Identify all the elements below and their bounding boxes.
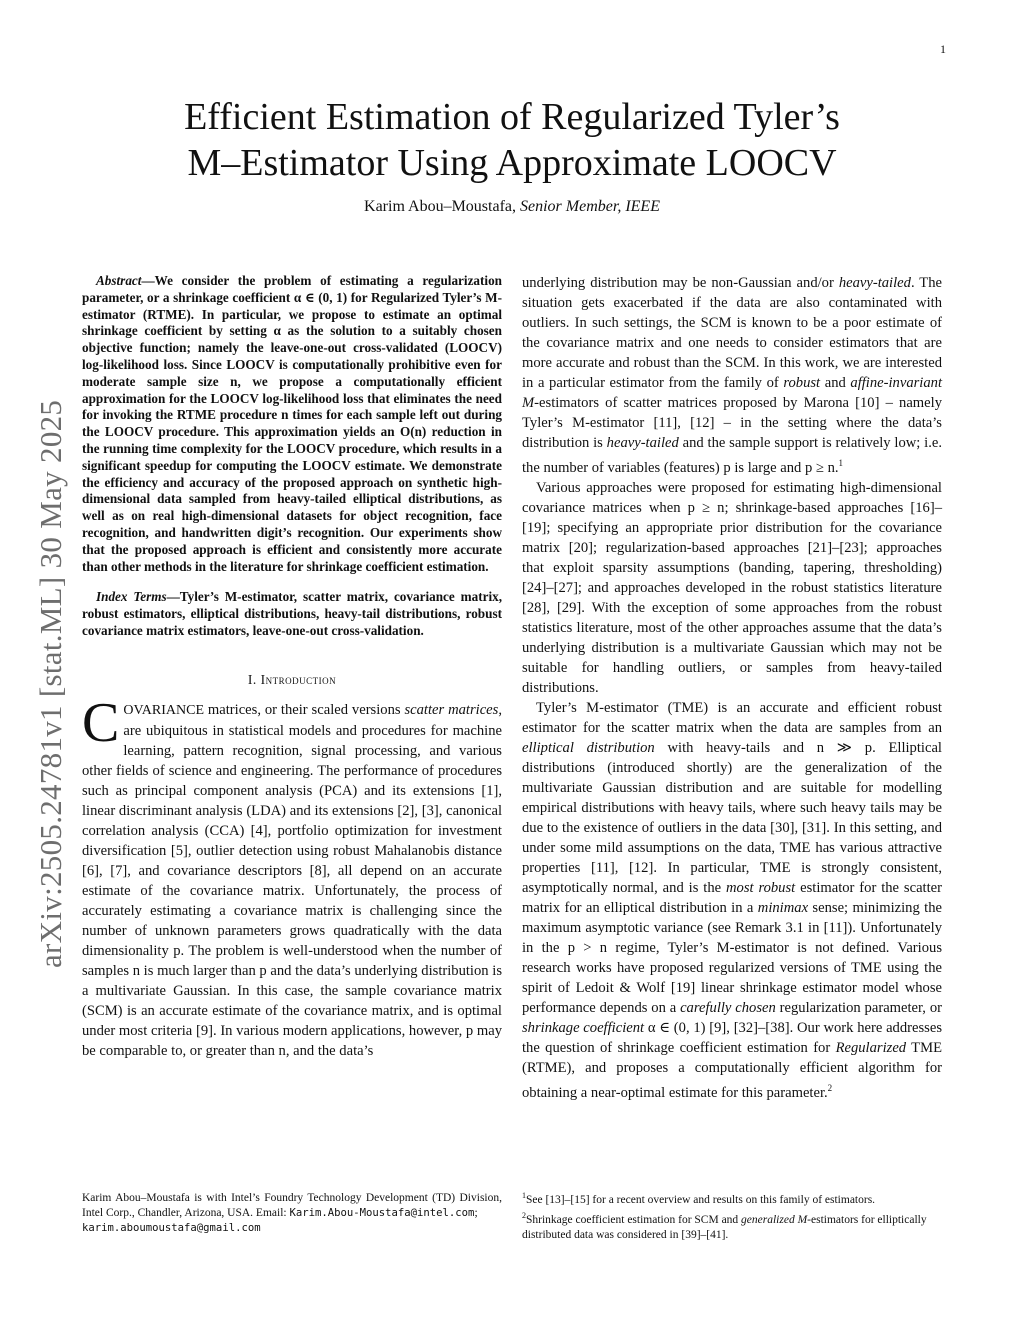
rc-emphasis: minimax [757,899,809,916]
rc-text: and [820,375,851,391]
title-line-1: Efficient Estimation of Regularized Tyler’s [184,96,840,138]
footnote-1 [522,1188,942,1208]
intro-emphasis: scatter matrices [404,701,499,718]
title-line-2: M–Estimator Using Approximate LOOCV [187,142,837,184]
rc-emphasis: heavy-tailed [838,275,911,291]
footnote-ref-2[interactable]: 2 [827,1082,833,1093]
rc-text: regularization parameter, or [775,999,942,1016]
rc-text: . The situation gets exacerbated if the data are also contaminated with outliers. In such settings, the SCM is known to be a poor estimate of the covariance matrix and one needs to consider estimators that are more accurate and robust than the SCM. In this work, we are interested in a particular estimator from the family of [522,275,942,391]
index-terms-lead: Index Terms [96,589,167,605]
footnotes [522,1188,942,1243]
rc-text: TME (RTME), and proposes a computationally efficient algorithm for obtaining a near-optimal estimate for this parameter. [522,1039,942,1101]
left-column [82,273,502,1061]
footnote-text: Shrinkage coefficient estimation for SCM and [526,1213,742,1226]
rc-emphasis: carefully chosen [680,999,776,1016]
author-membership: Senior Member, IEEE [520,198,660,215]
arxiv-stamp[interactable]: arXiv:2505.24781v1 [stat.ML] 30 May 2025 [33,399,68,968]
intro-text-a: matrices, or their scaled versions [204,701,405,718]
index-terms [82,589,502,639]
footnote-ref-1[interactable]: 1 [838,458,844,468]
rc-text: and the sample support is relatively low; i.e. the number of variables (features) p is large and p ≥ n. [522,435,942,476]
email-link-intel[interactable]: Karim.Abou-Moustafa@intel.com [289,1207,475,1219]
footnote-emphasis: generalized M [741,1213,808,1226]
rc-text: underlying distribution may be non-Gaussian and/or [522,275,839,291]
right-paragraph-3 [522,698,942,1103]
intro-opening-word: OVARIANCE [123,702,204,718]
page-number: 1 [940,42,946,56]
intro-text-c: , are ubiquitous in statistical models and procedures for machine learning, pattern recognition, signal processing, and various other fields of science and engineering. The performance of procedures such as principal component analysis (PCA) and its extensions [1], linear discriminant analysis (LDA) and its extensions [2], [3], canonical correlation analysis (CCA) [4], portfolio optimization for investment diversification [5], outlier detection using robust Mahalanobis distance [6], [7], and covariance descriptors [8], all depend on an accurate estimate of the covariance matrix. Unfortunately, the process of accurately estimating a covariance matrix is challenging since the number of unknown parameters grows quadratically with the data dimensionality p. The problem is well-understood when the number of samples n is much larger than p and the data’s underlying distribution is a multivariate Gaussian. In this case, the sample covariance matrix (SCM) is an accurate estimate of the covariance matrix, and is optimal under most criteria [9]. In various modern applications, however, p may be comparable to, or greater than n, and the data’s [82,701,502,1059]
rc-emphasis: Regularized [835,1039,907,1056]
email-link-gmail[interactable]: karim.aboumoustafa@gmail.com [82,1222,261,1234]
drop-cap: C [82,691,120,754]
section-heading-introduction [82,670,502,690]
rc-emphasis: shrinkage coefficient [522,1019,645,1036]
rc-text: estimator for the scatter matrix for an elliptical distribution in a [522,879,943,916]
email-separator: ; [474,1207,478,1219]
right-column [522,273,942,1103]
rc-text: α ∈ (0, 1) [9], [32]–[38]. Our work here addresses the question of shrinkage coefficient estimation for [522,1019,943,1056]
index-terms-text: —Tyler’s M-estimator, scatter matrix, covariance matrix, robust estimators, elliptical distributions, heavy-tail distributions, robust covariance matrix estimators, leave-one-out cross-validation. [82,589,502,638]
right-paragraph-1 [522,273,942,478]
rc-emphasis: elliptical distribution [522,739,655,756]
rc-text: -estimators of scatter matrices proposed by Marona [10] – namely Tyler’s M-estimator [11], [12] – in the setting where the data’s distribution is [522,395,942,451]
rc-emphasis: affine-invariant M [522,375,942,411]
abstract-text: —We consider the problem of estimating a regularization parameter, or a shrinkage coefficient α ∈ (0, 1) for Regularized Tyler’s M-estimator (RTME). In particular, we propose to estimate an optimal shrinkage coefficient by setting α as the solution to a suitably chosen objective function; namely the leave-one-out cross-validated (LOOCV) log-likelihood loss. Since LOOCV is computationally prohibitive even for moderate sample size n, we propose a computationally efficient approximation for the LOOCV log-likelihood loss that eliminates the need for invoking the RTME procedure n times for each sample left out during the LOOCV procedure. This approximation yields an O(n) reduction in the running time complexity for the LOOCV procedure, which results in a significant speedup for computing the LOOCV estimate. We demonstrate the efficiency and accuracy of the proposed approach on synthetic high-dimensional data sampled from heavy-tailed elliptical distributions, as well as on real high-dimensional datasets for object recognition, face recognition, and handwritten digit’s recognition. Our experiments show that the proposed approach is efficient and consistently more accurate than other methods in the literature for shrinkage coefficient estimation. [82,273,502,574]
author-line [0,198,1024,216]
rc-text: Tyler’s M-estimator (TME) is an accurate and efficient robust estimator for the scatter matrix when the data are samples from an [522,699,942,736]
footnote-text: See [13]–[15] for a recent overview and results on this family of estimators. [526,1193,876,1206]
author-affiliation-footnote [82,1191,502,1236]
intro-paragraph [82,691,502,1061]
footnote-mark: 2 [522,1210,526,1220]
author-name: Karim Abou–Moustafa, [364,198,520,215]
rc-text: with heavy-tails and n ≫ p. Elliptical distributions (introduced shortly) are the generalization of the multivariate Gaussian distribution and are suitable for modelling empirical distributions with heavy tails, where such heavy tails may be due to the existence of outliers in the data [30], [31]. In this setting, and under some mild assumptions on the data, TME has various attractive properties [11], [12]. In particular, TME is strongly consistent, asymptotically normal, and is the [522,739,942,896]
rc-text: sense; minimizing the maximum asymptotic variance (see Remark 3.1 in [11]). Unfortunately in the p > n regime, Tyler’s M-estimator is not defined. Various research works have proposed regularized versions of TME using the spirit of Ledoit & Wolf [19] linear shrinkage estimator model whose performance depends on a [522,899,942,1016]
affiliation-text: Karim Abou–Moustafa is with Intel’s Foundry Technology Development (TD) Division, Intel Corp., Chandler, Arizona, USA. Email: [82,1192,502,1219]
footnote-mark: 1 [522,1191,526,1200]
footnote-text: -estimators for elliptically distributed data was considered in [39]–[41]. [522,1213,927,1241]
right-paragraph-2: Various approaches were proposed for estimating high-dimensional covariance matrices when p ≥ n; shrinkage-based approaches [16]–[19]; specifying an appropriate prior distribution for the covariance matrix [20]; regularization-based approaches [21]–[23]; approaches that exploit sparsity assumptions (banding, tapering, thresholding) [24]–[27]; and approaches developed in the robust statistics literature [28], [29]. With the exception of some approaches from the robust statistics literature, most of the other approaches assume that the data’s underlying distribution is a multivariate Gaussian which may not be suitable for handling outliers, or samples from heavy-tailed distributions. [522,479,942,696]
rc-emphasis: most robust [725,879,796,896]
abstract [82,273,502,575]
rc-emphasis: robust [783,375,821,391]
paper-title [0,94,1024,186]
rc-emphasis: heavy-tailed [606,435,679,451]
abstract-lead: Abstract [96,273,142,288]
section-title: Introduction [260,671,337,687]
footnote-2 [522,1208,942,1243]
section-number: I. [247,671,261,687]
